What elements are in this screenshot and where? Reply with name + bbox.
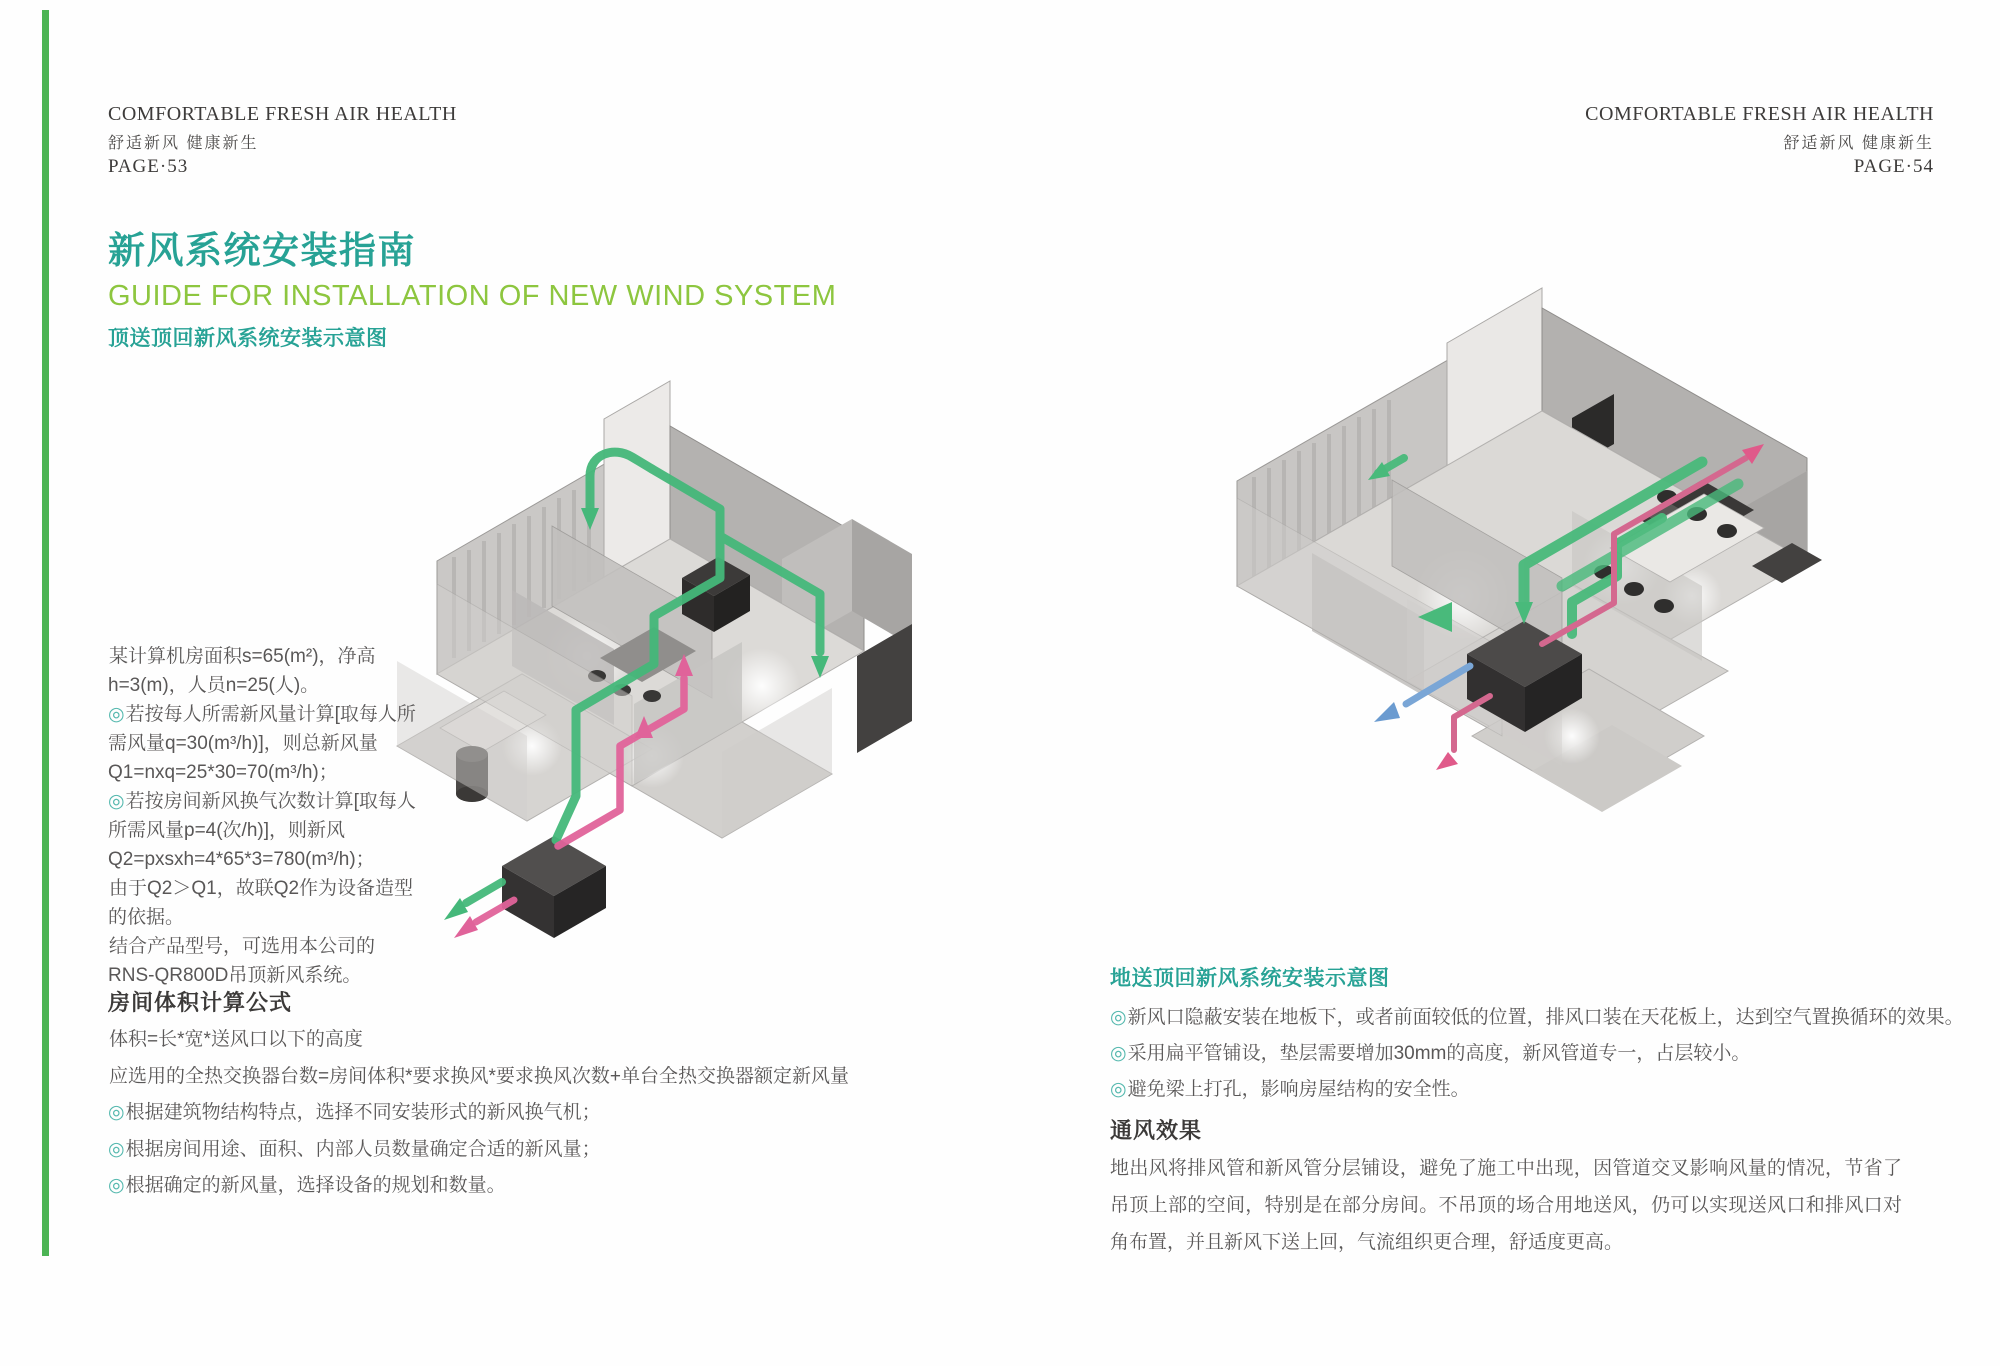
page-title: 新风系统安装指南 — [108, 230, 416, 271]
calc-line — [108, 642, 416, 700]
note-line — [1110, 1036, 2000, 1072]
note-text: 采用扁平管铺设，垫层需要增加30mm的高度，新风管道专一，占层较小。 — [1127, 1043, 1751, 1064]
floor-supply-diagram-label: 地送顶回新风系统安装示意图 — [1110, 967, 1390, 990]
header-tagline-en: COMFORTABLE FRESH AIR HEALTH — [108, 103, 457, 125]
header-tagline-cn: 舒适新风 健康新生 — [1783, 135, 1934, 152]
ring-bullet-icon: ◎ — [108, 1175, 125, 1196]
calc-text: 由于Q2＞Q1，故联Q2作为设备造型的依据。 — [108, 878, 414, 928]
note-line — [1110, 1000, 2000, 1036]
formula-line — [108, 1022, 1058, 1059]
page-header-left — [108, 103, 457, 178]
ring-bullet-icon: ◎ — [1110, 1043, 1127, 1064]
formula-section — [108, 1022, 1058, 1205]
calc-line — [108, 874, 416, 932]
note-line — [1110, 1072, 2000, 1108]
installation-notes — [1110, 1000, 2000, 1108]
page-header-right — [1585, 103, 1934, 178]
formula-text: 根据确定的新风量，选择设备的规划和数量。 — [125, 1175, 506, 1196]
ventilation-effect-heading: 通风效果 — [1110, 1118, 1203, 1143]
calc-text: 某计算机房面积s=65(m²)，净高h=3(m)，人员n=25(人)。 — [108, 646, 376, 696]
calc-text: 若按房间新风换气次数计算[取每人所需风量p=4(次/h)]，则新风Q2=pxsxh=4*65*3=780(m³/h)； — [108, 791, 416, 870]
page-number-left: PAGE·53 — [108, 156, 189, 177]
left-accent-strip — [42, 10, 49, 1256]
page-subtitle: GUIDE FOR INSTALLATION OF NEW WIND SYSTEM — [108, 280, 837, 312]
heat-exchanger-unit — [502, 836, 606, 938]
formula-line — [108, 1132, 1058, 1169]
formula-line — [108, 1095, 1058, 1132]
formula-section-heading: 房间体积计算公式 — [108, 990, 293, 1015]
calc-text: 结合产品型号，可选用本公司的RNS-QR800D吊顶新风系统。 — [108, 936, 376, 986]
ceiling-supply-system-diagram — [352, 326, 922, 976]
floor-supply-system-diagram — [1142, 266, 1862, 966]
dark-cabinet — [857, 624, 912, 753]
ring-bullet-icon: ◎ — [108, 704, 125, 725]
formula-line — [108, 1059, 1058, 1096]
ring-bullet-icon: ◎ — [1110, 1007, 1127, 1028]
ring-bullet-icon: ◎ — [108, 791, 125, 812]
header-tagline-en: COMFORTABLE FRESH AIR HEALTH — [1585, 103, 1934, 125]
ring-bullet-icon: ◎ — [1110, 1079, 1127, 1100]
calc-line — [108, 932, 416, 990]
formula-text: 根据建筑物结构特点，选择不同安装形式的新风换气机； — [125, 1102, 601, 1123]
calc-text: 若按每人所需新风量计算[取每人所需风量q=30(m³/h)]，则总新风量Q1=nxq=25*30=70(m³/h)； — [108, 704, 416, 783]
calculation-example — [108, 642, 416, 990]
calc-line — [108, 700, 416, 787]
ring-bullet-icon: ◎ — [108, 1138, 125, 1160]
calc-line — [108, 787, 416, 874]
header-tagline-cn: 舒适新风 健康新生 — [108, 135, 259, 152]
ventilation-effect-text: 地出风将排风管和新风管分层铺设，避免了施工中出现，因管道交叉影响风量的情况，节省了吊顶上部的空间，特别是在部分房间。不吊顶的场合用地送风，仍可以实现送风口和排风口对角布置，并且新风下送上回，气流组织更合理，舒适度更高。 — [1110, 1158, 1902, 1253]
ring-bullet-icon: ◎ — [108, 1102, 125, 1123]
formula-line — [108, 1168, 1058, 1205]
ceiling-supply-diagram-label: 顶送顶回新风系统安装示意图 — [108, 327, 388, 350]
note-text: 避免梁上打孔，影响房屋结构的安全性。 — [1127, 1079, 1470, 1100]
page-number-right: PAGE·54 — [1853, 156, 1934, 177]
formula-text: 根据房间用途、面积、内部人员数量确定合适的新风量； — [125, 1138, 601, 1160]
formula-text: 应选用的全热交换器台数=房间体积*要求换风*要求换风次数+单台全热交换器额定新风量 — [109, 1065, 849, 1087]
formula-text: 体积=长*宽*送风口以下的高度 — [109, 1029, 363, 1050]
note-text: 新风口隐蔽安装在地板下，或者前面较低的位置，排风口装在天花板上，达到空气置换循环的效果。 — [1127, 1007, 1964, 1028]
outdoor-air-arrow-icon — [1374, 702, 1400, 722]
